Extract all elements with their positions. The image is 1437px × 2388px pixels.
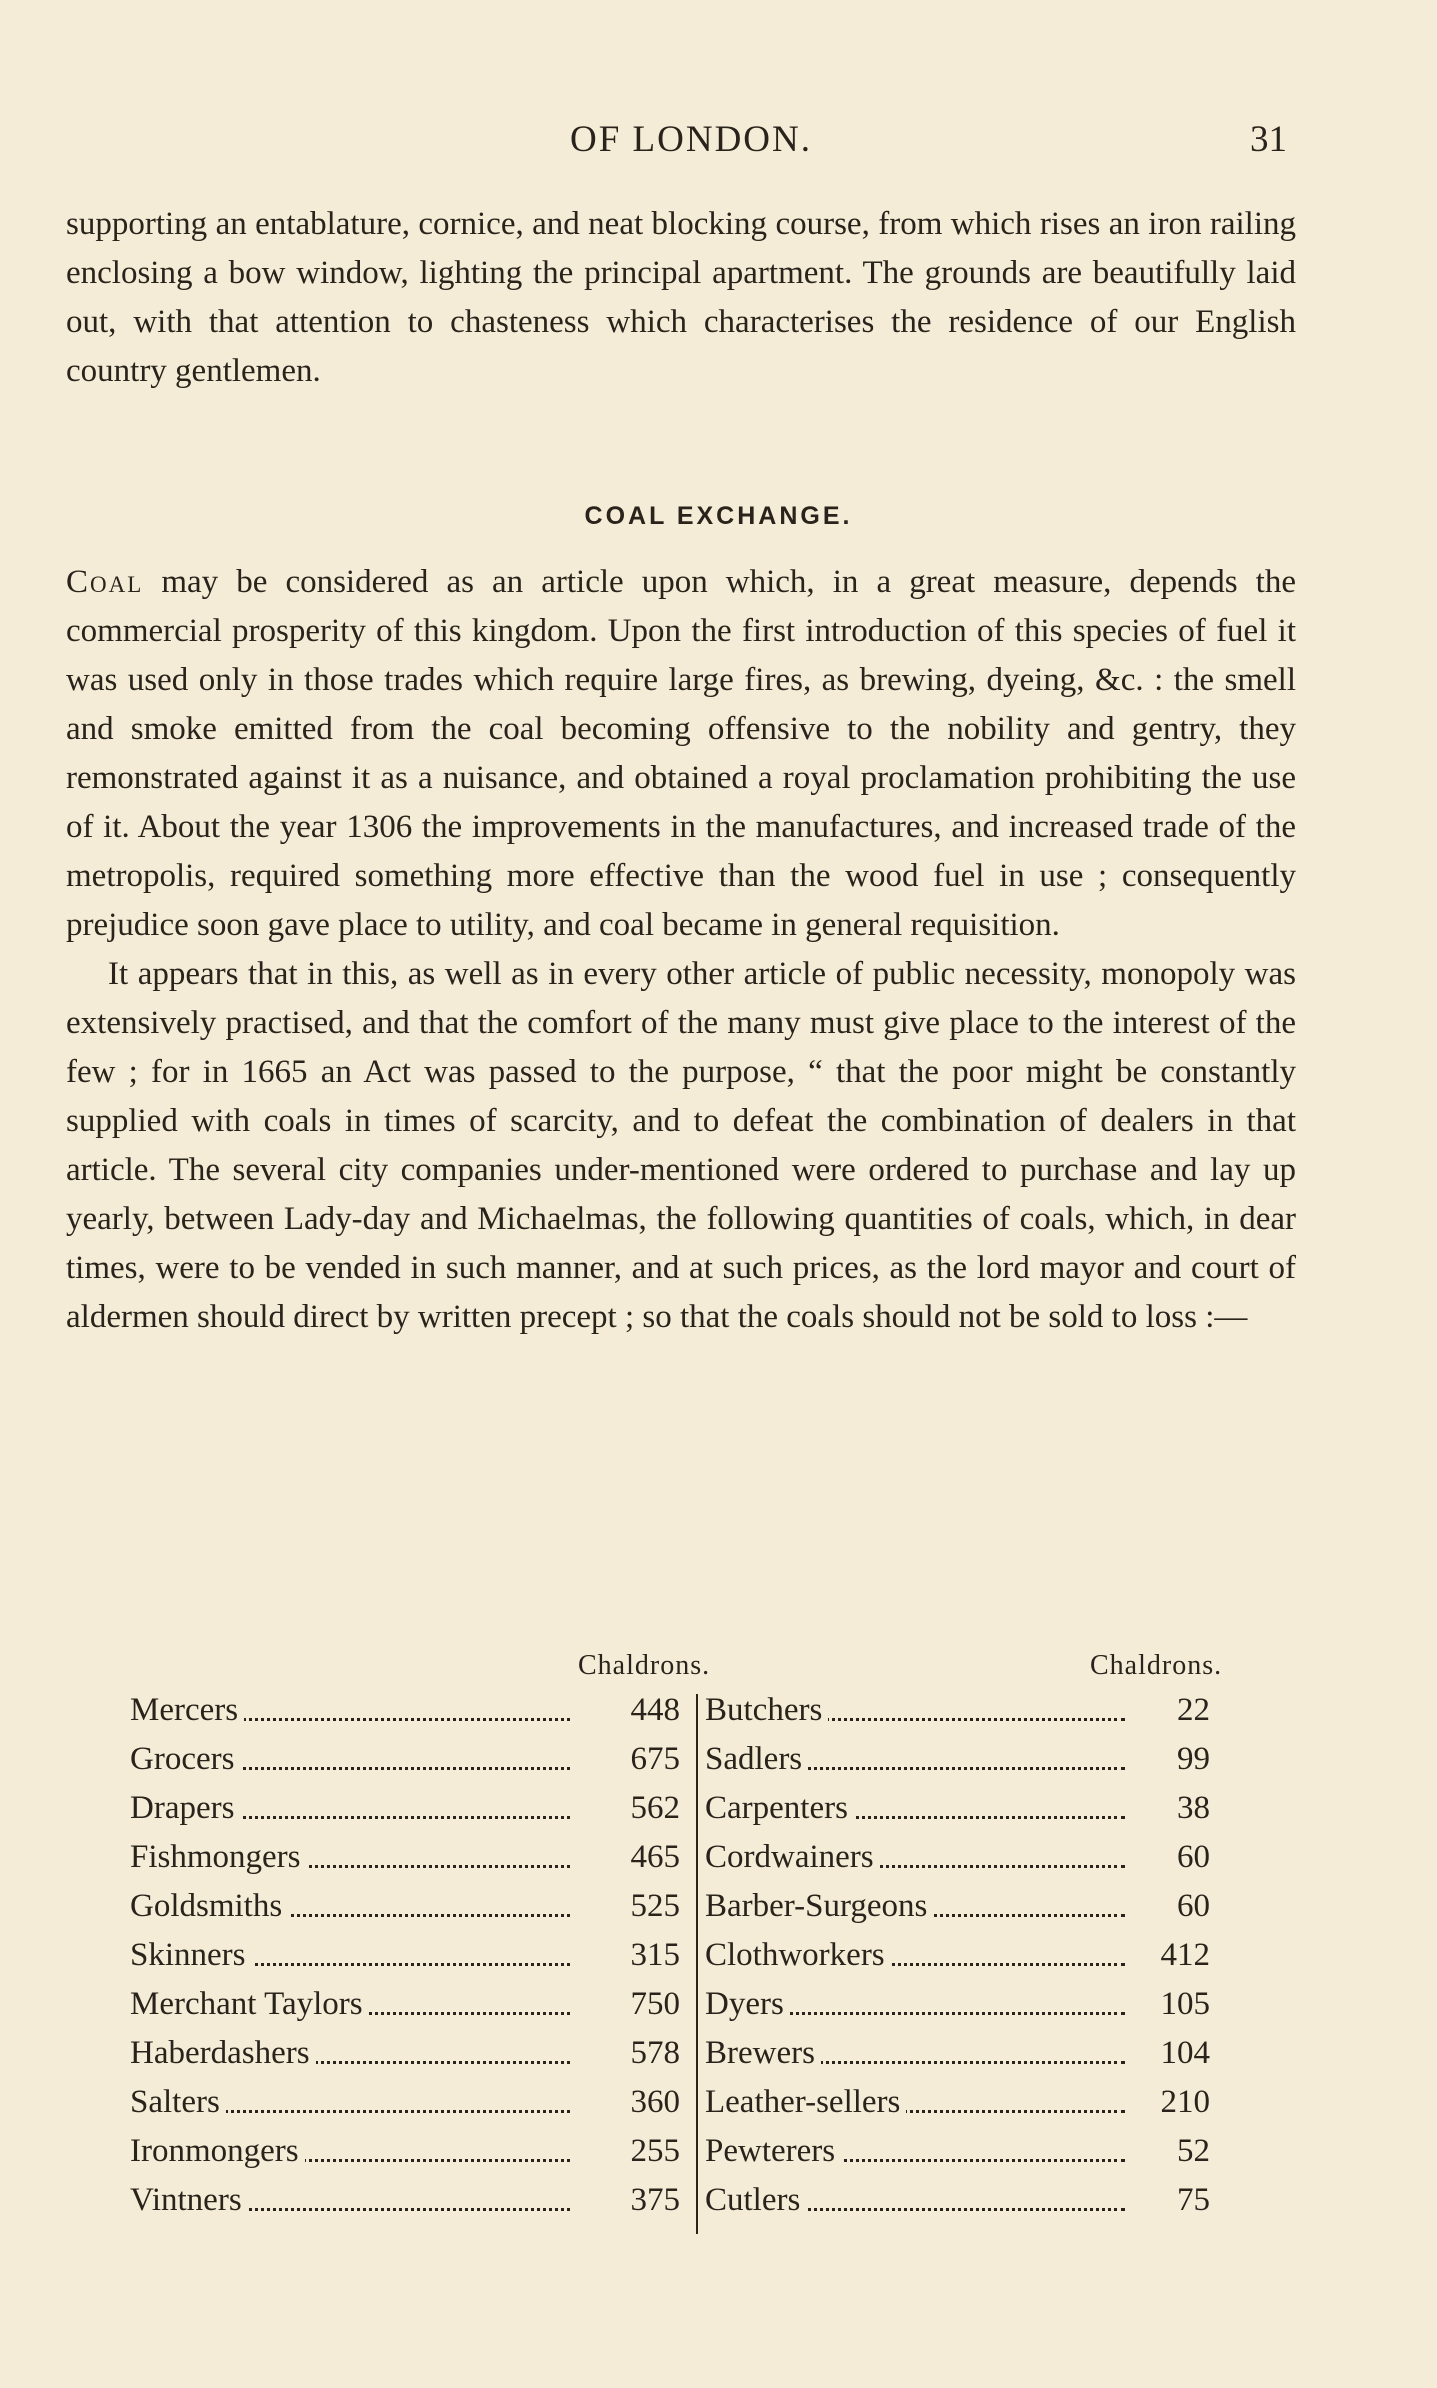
left-column-header: Chaldrons.	[578, 1650, 711, 1681]
chaldrons-value: 578	[600, 2035, 680, 2072]
table-row	[130, 1692, 1250, 1741]
table-row	[130, 1790, 1250, 1839]
left-company-cell	[130, 1986, 570, 2035]
chaldrons-value: 210	[1130, 2084, 1210, 2121]
table-rows	[130, 1692, 1250, 2231]
lead-word: Coal	[66, 564, 144, 600]
right-company-cell	[705, 2133, 1125, 2182]
right-company-cell	[705, 2182, 1125, 2231]
right-company-cell	[705, 1888, 1125, 1937]
company-name: Cutlers	[705, 2182, 806, 2218]
paragraph-2: It appears that in this, as well as in every other article of public necessity, monopoly was extensively practised, and that the comfort of the many must give place to the interest of the few ; for in 1665 an Act was passed to the purpose, “ that the poor might be constantly supplied with coals in times of scarcity, and to defeat the combination of dealers in that article. The several city companies under-mentioned were ordered to purchase and lay up yearly, between Lady-day and Michaelmas, the following quantities of coals, which, in dear times, were to be vended in such manner, and at such prices, as the lord mayor and court of aldermen should direct by written precept ; so that the coals should not be sold to loss :—	[66, 956, 1296, 1335]
chaldrons-value: 375	[600, 2182, 680, 2219]
page-number: 31	[1250, 119, 1287, 160]
right-column-header: Chaldrons.	[1090, 1650, 1223, 1681]
chaldrons-value: 562	[600, 1790, 680, 1827]
left-company-cell	[130, 1839, 570, 1888]
section-heading: COAL EXCHANGE.	[584, 502, 853, 530]
chaldrons-value: 60	[1130, 1839, 1210, 1876]
left-company-cell	[130, 1937, 570, 1986]
right-company-cell	[705, 1937, 1125, 1986]
left-company-cell	[130, 1790, 570, 1839]
company-name: Brewers	[705, 2035, 821, 2071]
right-company-cell	[705, 2084, 1125, 2133]
running-title: OF LONDON.	[570, 119, 812, 160]
chaldrons-value: 99	[1130, 1741, 1210, 1778]
continued-paragraph-block	[66, 200, 1296, 396]
chaldrons-value: 255	[600, 2133, 680, 2170]
company-name: Merchant Taylors	[130, 1986, 369, 2022]
chaldrons-value: 448	[600, 1692, 680, 1729]
paragraph-1	[66, 558, 1296, 950]
chaldrons-value: 750	[600, 1986, 680, 2023]
company-name: Barber-Surgeons	[705, 1888, 933, 1924]
company-name: Dyers	[705, 1986, 790, 2022]
running-header	[0, 118, 1437, 174]
chaldrons-value: 525	[600, 1888, 680, 1925]
table-row	[130, 2182, 1250, 2231]
company-name: Leather-sellers	[705, 2084, 906, 2120]
chaldrons-value: 105	[1130, 1986, 1210, 2023]
chaldrons-value: 52	[1130, 2133, 1210, 2170]
right-company-cell	[705, 1839, 1125, 1888]
left-company-cell	[130, 2133, 570, 2182]
company-name: Fishmongers	[130, 1839, 307, 1875]
table-row	[130, 2035, 1250, 2084]
company-name: Clothworkers	[705, 1937, 891, 1973]
company-name: Salters	[130, 2084, 226, 2120]
company-name: Vintners	[130, 2182, 248, 2218]
right-company-cell	[705, 2035, 1125, 2084]
company-name: Sadlers	[705, 1741, 808, 1777]
company-name: Grocers	[130, 1741, 240, 1777]
left-company-cell	[130, 2035, 570, 2084]
company-name: Carpenters	[705, 1790, 854, 1826]
table-row	[130, 2133, 1250, 2182]
chaldrons-value: 75	[1130, 2182, 1210, 2219]
company-name: Haberdashers	[130, 2035, 316, 2071]
chaldrons-value: 360	[600, 2084, 680, 2121]
company-name: Cordwainers	[705, 1839, 880, 1875]
left-company-cell	[130, 1692, 570, 1741]
company-name: Ironmongers	[130, 2133, 305, 2169]
chaldrons-value: 22	[1130, 1692, 1210, 1729]
companies-table	[130, 1650, 1250, 2240]
right-company-cell	[705, 1790, 1125, 1839]
table-row	[130, 1741, 1250, 1790]
chaldrons-value: 315	[600, 1937, 680, 1974]
chaldrons-value: 465	[600, 1839, 680, 1876]
company-name: Goldsmiths	[130, 1888, 288, 1924]
table-row	[130, 1839, 1250, 1888]
left-company-cell	[130, 1741, 570, 1790]
chaldrons-value: 60	[1130, 1888, 1210, 1925]
left-company-cell	[130, 1888, 570, 1937]
section-body	[66, 558, 1296, 1342]
paragraph-1-text: may be considered as an article upon which, in a great measure, depends the commercial prosperity of this kingdom. Upon the first introduction of this species of fuel it was used only in those trades which require large fires, as brewing, dyeing, &c. : the smell and smoke emitted from the coal becoming offensive to the nobility and gentry, they remonstrated against it as a nuisance, and obtained a royal proclamation prohibiting the use of it. About the year 1306 the improvements in the manufactures, and increased trade of the metropolis, required something more effective than the wood fuel in use ; consequently prejudice soon gave place to utility, and coal became in general requisition.	[66, 564, 1296, 943]
left-company-cell	[130, 2182, 570, 2231]
table-row	[130, 2084, 1250, 2133]
chaldrons-value: 104	[1130, 2035, 1210, 2072]
table-row	[130, 1986, 1250, 2035]
company-name: Pewterers	[705, 2133, 841, 2169]
right-company-cell	[705, 1692, 1125, 1741]
chaldrons-value: 412	[1130, 1937, 1210, 1974]
company-name: Butchers	[705, 1692, 828, 1728]
chaldrons-value: 38	[1130, 1790, 1210, 1827]
right-company-cell	[705, 1741, 1125, 1790]
company-name: Drapers	[130, 1790, 240, 1826]
continued-paragraph: supporting an entablature, cornice, and neat blocking course, from which rises an iron railing enclosing a bow window, lighting the principal apartment. The grounds are beautifully laid out, with that attention to chasteness which characterises the residence of our English country gentlemen.	[66, 206, 1296, 389]
table-row	[130, 1937, 1250, 1986]
table-row	[130, 1888, 1250, 1937]
chaldrons-value: 675	[600, 1741, 680, 1778]
company-name: Mercers	[130, 1692, 244, 1728]
left-company-cell	[130, 2084, 570, 2133]
right-company-cell	[705, 1986, 1125, 2035]
company-name: Skinners	[130, 1937, 252, 1973]
